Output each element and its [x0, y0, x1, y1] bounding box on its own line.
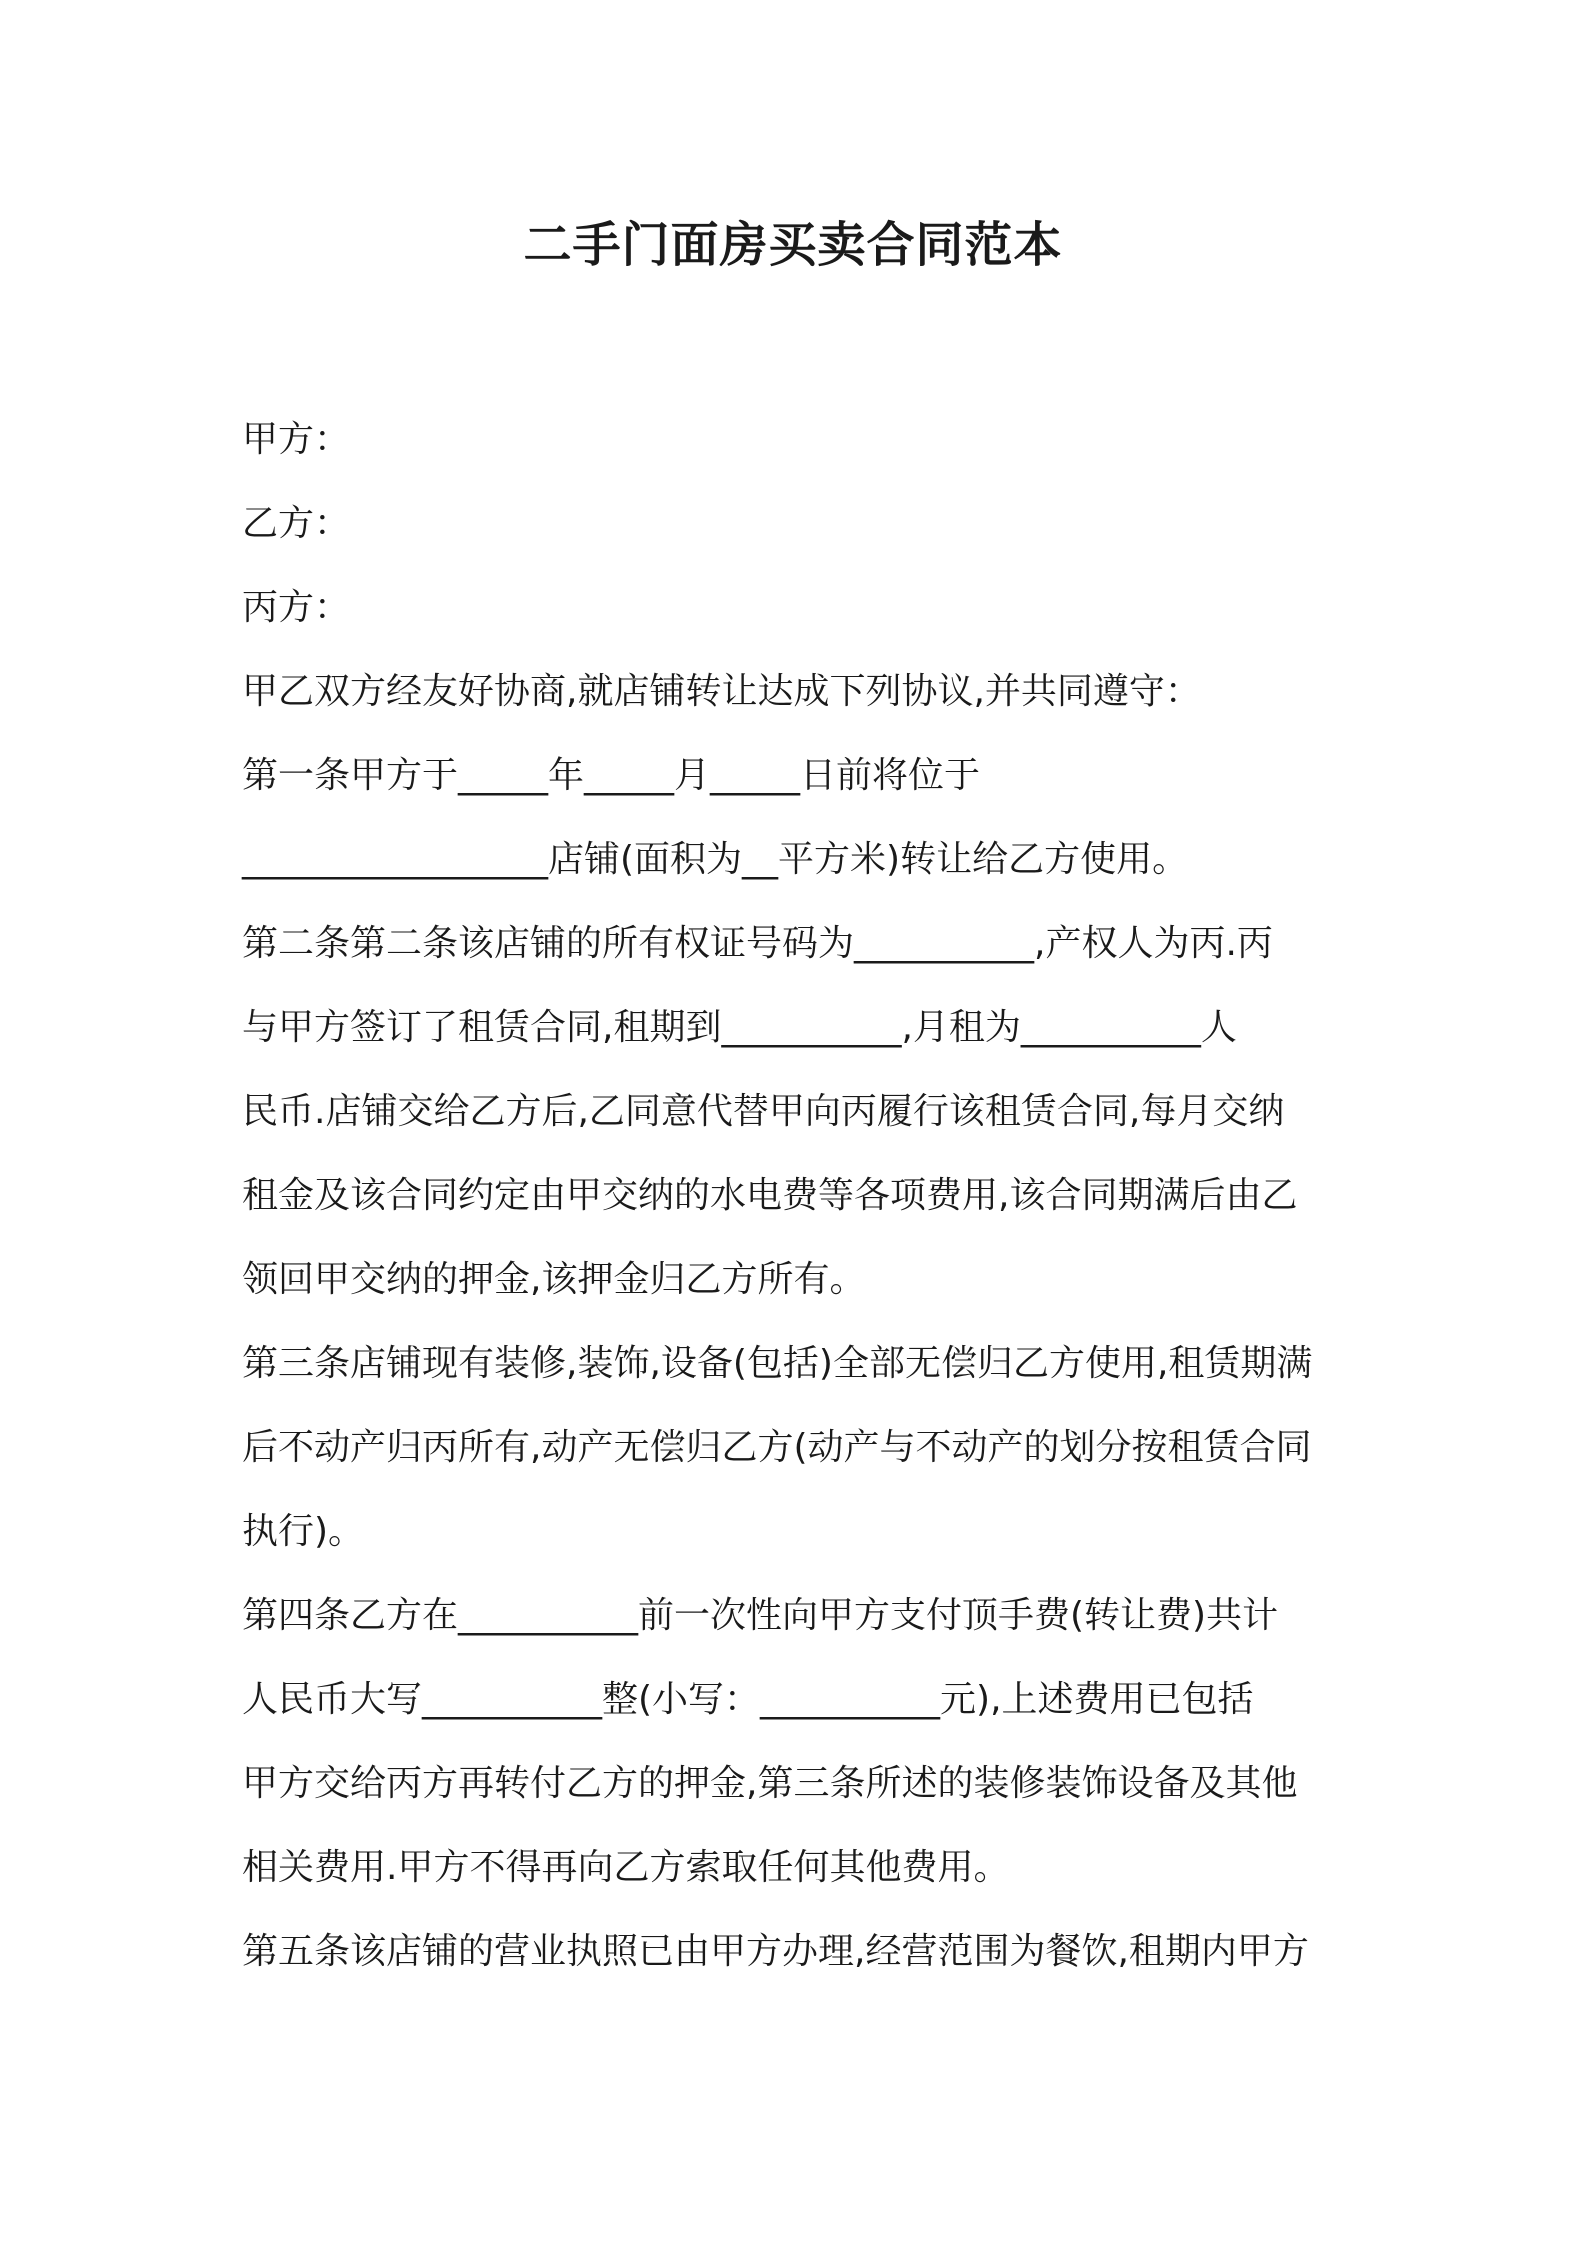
article-3-line-2: 后不动产归丙所有,动产无偿归乙方(动产与不动产的划分按租赁合同	[242, 1427, 1312, 1468]
article-1-line-2: _________________店铺(面积为__平方米)转让给乙方使用。	[242, 839, 1189, 880]
document-body	[242, 398, 1362, 1994]
article-4-line-3: 甲方交给丙方再转付乙方的押金,第三条所述的装修装饰设备及其他	[242, 1763, 1298, 1804]
article-3-line-1: 第三条店铺现有装修,装饰,设备(包括)全部无偿归乙方使用,租赁期满	[242, 1343, 1313, 1384]
article-2-line-4: 租金及该合同约定由甲交纳的水电费等各项费用,该合同期满后由乙	[242, 1175, 1298, 1216]
party-a-line: 甲方：	[242, 419, 351, 460]
article-2-line-1: 第二条第二条该店铺的所有权证号码为__________,产权人为丙.丙	[242, 923, 1273, 964]
article-2-line-3: 民币.店铺交给乙方后,乙同意代替甲向丙履行该租赁合同,每月交纳	[242, 1091, 1285, 1132]
article-5-line-1: 第五条该店铺的营业执照已由甲方办理,经营范围为餐饮,租期内甲方	[242, 1931, 1309, 1972]
document-title: 二手门面房买卖合同范本	[523, 217, 1063, 273]
party-b-line: 乙方：	[242, 503, 351, 544]
article-4-line-4: 相关费用.甲方不得再向乙方索取任何其他费用。	[242, 1847, 1010, 1888]
article-4-line-1: 第四条乙方在__________前一次性向甲方支付顶手费(转让费)共计	[242, 1595, 1279, 1636]
article-2-line-2: 与甲方签订了租赁合同,租期到__________,月租为__________人	[242, 1007, 1237, 1048]
party-c-line: 丙方：	[242, 587, 351, 628]
article-3-line-3: 执行)。	[242, 1511, 365, 1552]
article-4-line-2: 人民币大写__________整(小写：__________元),上述费用已包括	[242, 1679, 1254, 1720]
preamble-line: 甲乙双方经友好协商,就店铺转让达成下列协议,并共同遵守：	[242, 671, 1201, 712]
article-2-line-5: 领回甲交纳的押金,该押金归乙方所有。	[242, 1259, 866, 1300]
article-1-line-1: 第一条甲方于_____年_____月_____日前将位于	[242, 755, 981, 796]
